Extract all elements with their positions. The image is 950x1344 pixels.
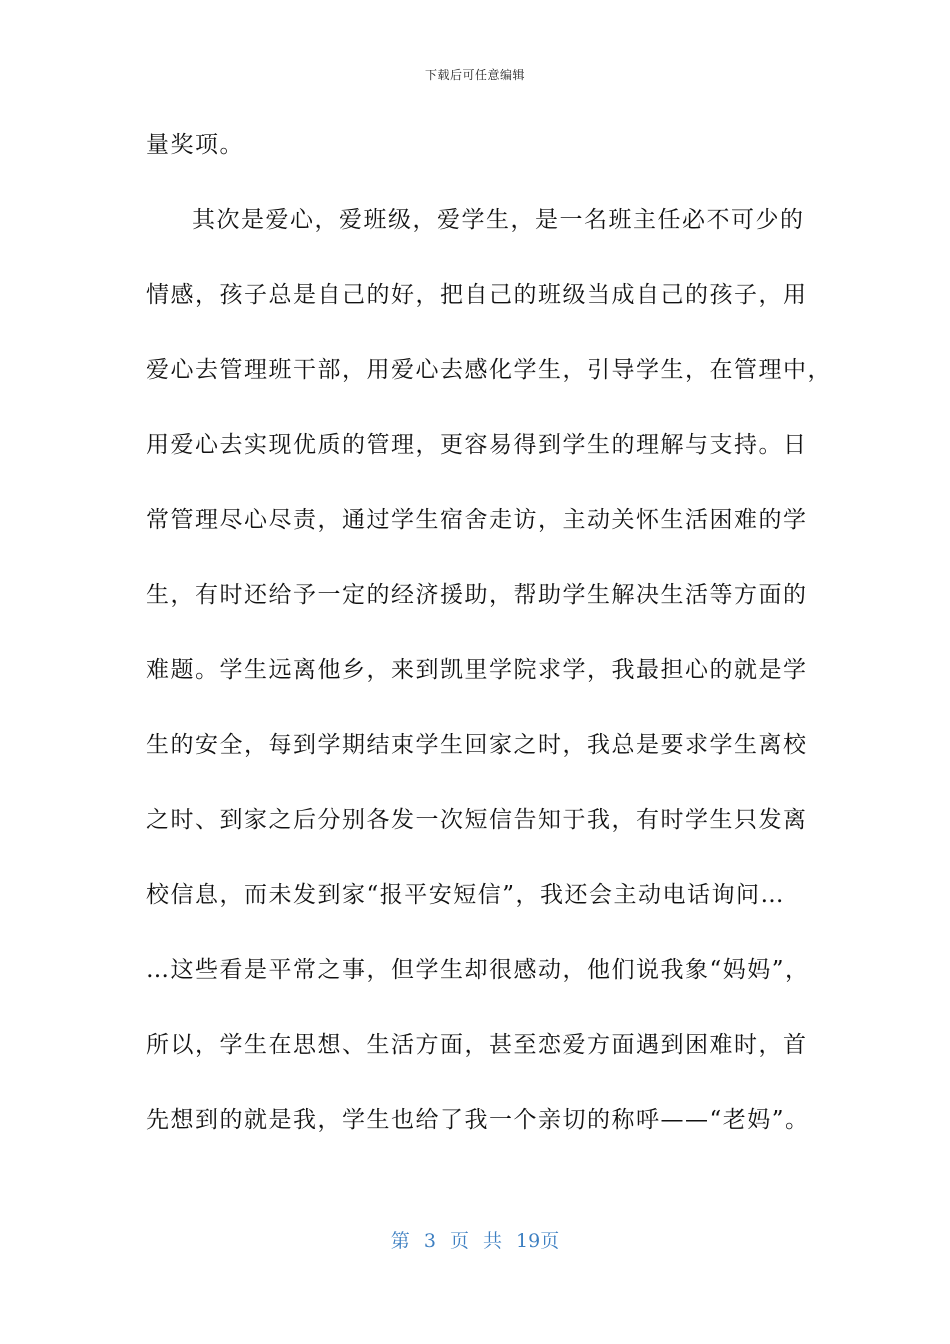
body-line-9: 生的安全，每到学期结束学生回家之时，我总是要求学生离校 xyxy=(146,732,808,758)
body-line-5: 用爱心去实现优质的管理，更容易得到学生的理解与支持。日 xyxy=(146,432,808,458)
body-line-3: 情感，孩子总是自己的好，把自己的班级当成自己的孩子，用 xyxy=(146,282,808,308)
body-line-1: 量奖项。 xyxy=(146,132,244,158)
body-line-14: 先想到的就是我，学生也给了我一个亲切的称呼——“老妈”。 xyxy=(146,1107,810,1133)
body-line-7: 生，有时还给予一定的经济援助，帮助学生解决生活等方面的 xyxy=(146,582,808,608)
body-line-8: 难题。学生远离他乡，来到凯里学院求学，我最担心的就是学 xyxy=(146,657,808,683)
body-line-13: 所以，学生在思想、生活方面，甚至恋爱方面遇到困难时，首 xyxy=(146,1032,808,1058)
header-note: 下载后可任意编辑 xyxy=(424,68,525,82)
body-line-6: 常管理尽心尽责，通过学生宿舍走访，主动关怀生活困难的学 xyxy=(146,507,808,533)
body-line-2: 其次是爱心，爱班级，爱学生，是一名班主任必不可少的 xyxy=(192,207,805,233)
page-number-footer: 第 3 页 共 19页 xyxy=(390,1230,560,1252)
body-line-10: 之时、到家之后分别各发一次短信告知于我，有时学生只发离 xyxy=(146,807,808,833)
body-line-12: …这些看是平常之事，但学生却很感动，他们说我象“妈妈”， xyxy=(146,957,810,983)
body-line-4: 爱心去管理班干部，用爱心去感化学生，引导学生，在管理中， xyxy=(146,357,832,383)
body-line-11: 校信息，而未发到家“报平安短信”，我还会主动电话询问… xyxy=(146,882,786,908)
